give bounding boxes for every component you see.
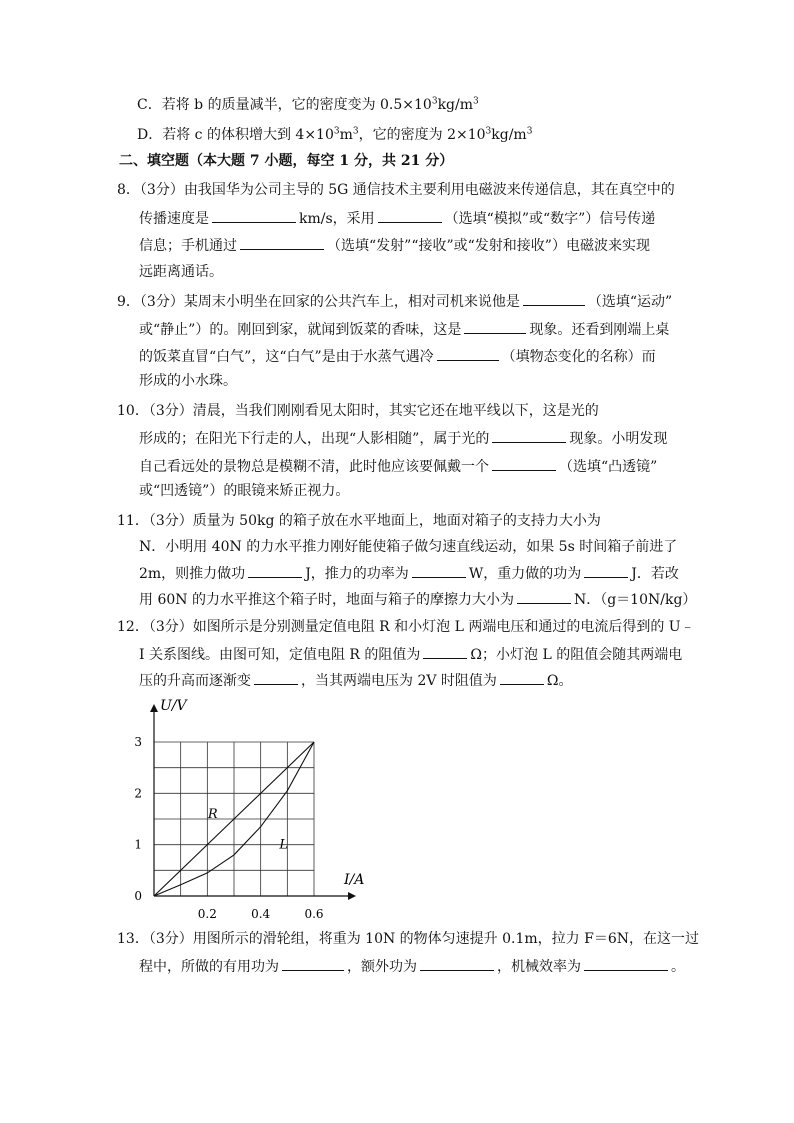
blank[interactable]: [212, 208, 296, 223]
blank[interactable]: [464, 319, 526, 334]
y-tick-label: 0: [134, 889, 142, 903]
q9-line-2: 或“静止”）的。刚回到家，就闻到饭菜的香味，这是 现象。还看到刚端上桌: [139, 319, 669, 340]
series-label-R: R: [207, 806, 218, 822]
q10-line-4: 或“凹透镜”）的眼镜来矫正视力。: [139, 483, 350, 499]
series-label-L: L: [279, 837, 288, 853]
x-tick-label: 0.4: [251, 907, 271, 921]
option-c: C．若将 b 的质量减半，它的密度变为 $0.5\times 10^3kg/m^3$: [137, 96, 479, 113]
option-d: D．若将 c 的体积增大到 $4\times 10^3m^3$，它的密度为 $2\times 10^3kg/m^3$: [137, 126, 533, 143]
blank[interactable]: [500, 670, 544, 685]
q12-line-3: 压的升高而逐渐变 ，当其两端电压为 2V 时阻值为 Ω。: [139, 670, 573, 691]
blank[interactable]: [584, 956, 668, 971]
blank[interactable]: [492, 456, 556, 471]
q8-line-3: 信息；手机通过 （选填“发射”“接收”或“发射和接收”）电磁波来实现: [139, 235, 650, 256]
blank[interactable]: [437, 346, 499, 361]
blank[interactable]: [240, 235, 324, 250]
section-title: 二、填空题（本大题 7 小题，每空 1 分，共 21 分）: [119, 153, 454, 169]
u-i-graph: [128, 696, 368, 926]
blank[interactable]: [523, 291, 585, 306]
q8-line-1: 8．（3分）由我国华为公司主导的 5G 通信技术主要利用电磁波来传递信息，其在真空中的: [117, 182, 675, 198]
blank[interactable]: [248, 563, 302, 578]
tick-labels: [134, 698, 364, 921]
y-tick-label: 2: [134, 786, 142, 801]
x-tick-label: 0.6: [304, 907, 324, 921]
q10-line-3: 自己看远处的景物总是模糊不清，此时他应该要佩戴一个 （选填“凸透镜”: [139, 456, 657, 477]
y-axis-label: U/V: [160, 698, 187, 714]
blank[interactable]: [412, 563, 466, 578]
blank[interactable]: [420, 956, 494, 971]
q11-line-1: 11．（3分）质量为 50kg 的箱子放在水平地面上，地面对箱子的支持力大小为: [117, 513, 601, 529]
blank[interactable]: [423, 644, 467, 659]
q11-line-3: 2m，则推力做功 J，推力的功率为 W，重力做的功为 J．若改: [139, 563, 679, 584]
q10-line-1: 10．（3分）清晨，当我们刚刚看见太阳时，其实它还在地平线以下，这是光的: [117, 403, 599, 419]
q13-line-1: 13．（3分）用图所示的滑轮组，将重为 10N 的物体匀速提升 0.1m，拉力 F＝6N，在这一过: [117, 931, 699, 947]
x-tick-label: 0.2: [197, 907, 217, 921]
y-tick-label: 1: [134, 837, 142, 852]
blank[interactable]: [492, 428, 566, 443]
x-axis-label: I/A: [344, 872, 365, 888]
blank[interactable]: [378, 208, 442, 223]
blank[interactable]: [584, 563, 628, 578]
q10-line-2: 形成的；在阳光下行走的人，出现“人影相随”，属于光的 现象。小明发现: [139, 428, 667, 449]
q12-line-2: I 关系图线。由图可知，定值电阻 R 的阻值为 Ω；小灯泡 L 的阻值会随其两端电: [139, 644, 682, 665]
blank[interactable]: [254, 670, 298, 685]
y-tick-label: 3: [134, 735, 142, 749]
q9-line-1: 9．（3分）某周末小明坐在回家的公共汽车上，相对司机来说他是 （选填“运动”: [117, 291, 672, 312]
q11-line-4: 用 60N 的力水平推这个箱子时，地面与箱子的摩擦力大小为 N．（g＝10N/kg）: [139, 589, 696, 610]
q13-line-2: 程中，所做的有用功为 ，额外功为 ，机械效率为 。: [139, 956, 685, 977]
q9-line-3: 的饭菜直冒“白气”，这“白气”是由于水蒸气遇冷 （填物态变化的名称）而: [139, 346, 656, 367]
q8-line-2: 传播速度是 km/s，采用 （选填“模拟”或“数字”）信号传递: [139, 208, 655, 229]
q9-line-4: 形成的小水珠。: [139, 373, 237, 389]
q12-line-1: 12．（3分）如图所示是分别测量定值电阻 R 和小灯泡 L 两端电压和通过的电流后得到的 U﹣: [117, 619, 695, 635]
q11-line-2: N．小明用 40N 的力水平推力刚好能使箱子做匀速直线运动，如果 5s 时间箱子前进了: [139, 539, 678, 555]
blank[interactable]: [517, 589, 571, 604]
q8-line-4: 远距离通话。: [139, 264, 223, 280]
blank[interactable]: [282, 956, 344, 971]
